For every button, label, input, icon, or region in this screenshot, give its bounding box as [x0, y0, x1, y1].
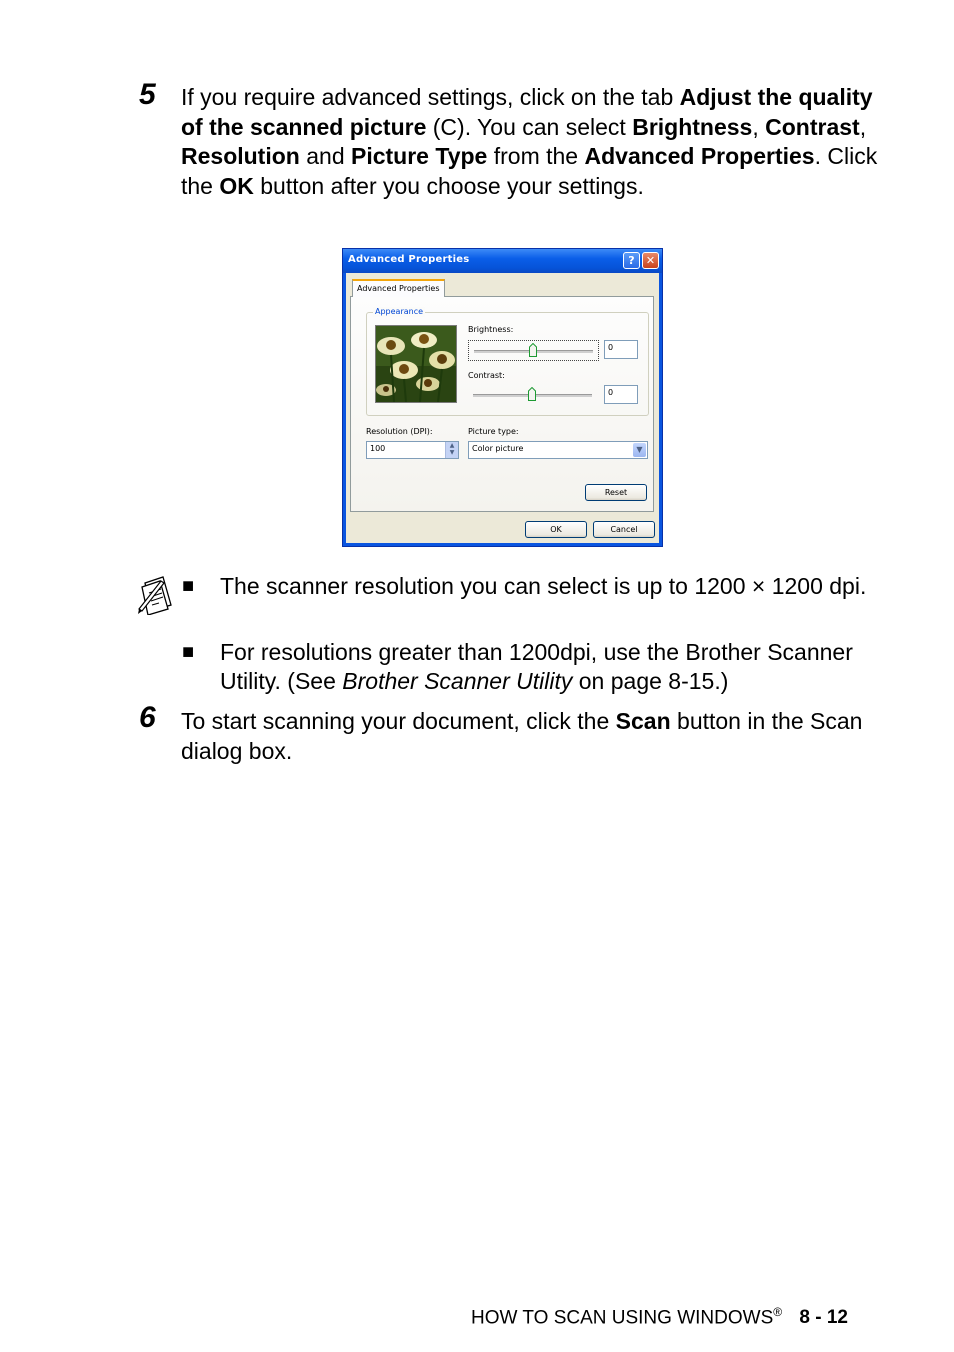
- chevron-down-icon[interactable]: ▼: [633, 443, 646, 457]
- tab-advanced-properties[interactable]: Advanced Properties: [352, 279, 445, 297]
- resolution-input[interactable]: [366, 441, 459, 459]
- bullet-1: ■: [182, 575, 195, 597]
- contrast-input[interactable]: 0: [604, 385, 638, 404]
- resolution-label: Resolution (DPI):: [366, 427, 433, 436]
- ok-button[interactable]: OK: [525, 521, 587, 538]
- step-5-text-1: If you require advanced settings, click on the tab: [181, 84, 680, 110]
- preview-image: [375, 325, 457, 403]
- note-2-italic: Brother Scanner Utility: [342, 668, 573, 694]
- step-number-5: 5: [139, 78, 156, 111]
- dialog-title-bar: [343, 249, 662, 273]
- step-5-text-8: button after you choose your settings.: [253, 173, 644, 200]
- dialog-body: [346, 273, 659, 543]
- contrast-slider[interactable]: [468, 385, 599, 405]
- step-6-text-1: To start scanning your document, click the: [181, 708, 616, 734]
- footer-registered: ®: [773, 1305, 783, 1319]
- note-2-text-a: For resolutions greater than 1200dpi, use the Brother Scanner Utility. (See: [220, 639, 853, 694]
- step-5-brightness: Brightness: [632, 113, 753, 140]
- step-5-resolution: Resolution: [181, 143, 300, 170]
- footer-page-number: 8 - 12: [799, 1307, 848, 1329]
- step-5-picture-type: Picture Type: [351, 143, 488, 170]
- advanced-properties-dialog: [342, 248, 663, 547]
- step-5-advanced-properties: Advanced Properties: [584, 143, 815, 170]
- brightness-slider-thumb[interactable]: [529, 343, 537, 357]
- page-footer: [471, 1298, 848, 1332]
- bullet-2: ■: [182, 641, 195, 663]
- step-5-text-5: and: [299, 143, 351, 170]
- step-5-text-2: (C). You can select: [426, 113, 633, 140]
- contrast-label: Contrast:: [468, 371, 505, 380]
- cancel-button[interactable]: Cancel: [593, 521, 655, 538]
- step-5-tab-name: Adjust the quality of the scanned picture: [181, 84, 873, 140]
- resolution-value: 100: [370, 444, 386, 453]
- step-5-text-4: ,: [859, 113, 867, 140]
- step-6-text: [181, 707, 881, 766]
- note-2: [220, 638, 890, 696]
- step-5-text: [181, 83, 881, 202]
- contrast-slider-thumb[interactable]: [528, 387, 536, 401]
- close-button[interactable]: ✕: [642, 252, 659, 269]
- dialog-title: Advanced Properties: [348, 254, 470, 265]
- step-5-contrast: Contrast: [765, 113, 860, 140]
- spin-up-icon[interactable]: ▲: [449, 442, 455, 449]
- step-6-text-2: button in the Scan dialog box.: [181, 708, 863, 764]
- help-button[interactable]: ?: [623, 252, 640, 269]
- flower-photo-icon: [376, 326, 456, 402]
- note-1-text-b: 1200 dpi.: [765, 573, 867, 599]
- step-5-ok: OK: [219, 173, 254, 200]
- brightness-label: Brightness:: [468, 325, 514, 334]
- step-6-scan: Scan: [615, 708, 671, 734]
- appearance-group-label: Appearance: [375, 307, 424, 316]
- step-5-text-3: ,: [752, 113, 766, 140]
- spin-down-icon[interactable]: ▼: [449, 449, 455, 456]
- footer-section: HOW TO SCAN USING WINDOWS: [471, 1307, 774, 1329]
- reset-button[interactable]: Reset: [585, 484, 647, 501]
- picture-type-value: Color picture: [472, 444, 524, 453]
- note-1-times: ×: [751, 573, 766, 599]
- note-icon: [137, 573, 177, 615]
- step-number-6: 6: [139, 701, 156, 734]
- picture-type-label: Picture type:: [468, 427, 519, 436]
- note-1: [220, 572, 890, 601]
- tab-panel: [350, 296, 654, 512]
- brightness-input[interactable]: 0: [604, 340, 638, 359]
- step-5-text-6: from the: [487, 143, 585, 170]
- note-2-text-b: on page 8-15.): [572, 668, 729, 694]
- note-1-text-a: The scanner resolution you can select is up to 1200: [220, 573, 752, 599]
- appearance-group: [366, 307, 649, 416]
- brightness-slider[interactable]: [468, 340, 599, 361]
- step-5-text-7: . Click the: [181, 143, 878, 200]
- picture-type-select[interactable]: [468, 441, 648, 459]
- resolution-spinner[interactable]: [445, 442, 458, 458]
